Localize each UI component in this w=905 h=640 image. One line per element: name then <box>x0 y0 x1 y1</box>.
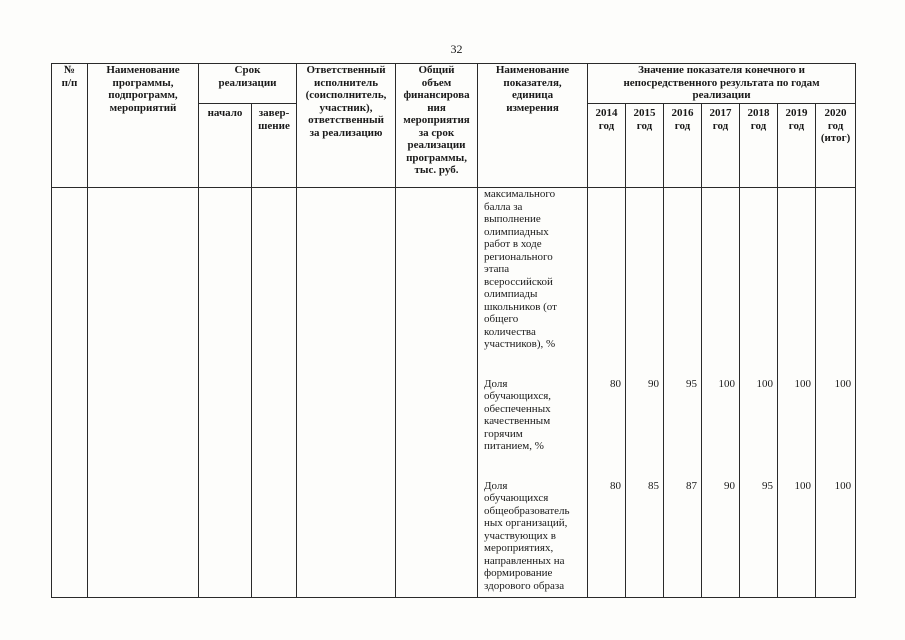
cell-value <box>816 188 856 378</box>
cell-value: 100 <box>816 480 856 598</box>
header-period-end: завер- шение <box>252 104 297 188</box>
cell-funding <box>396 378 478 480</box>
table-row <box>52 378 856 480</box>
cell-value <box>702 188 740 378</box>
cell-executor <box>297 188 396 378</box>
cell-value: 90 <box>702 480 740 598</box>
cell-indicator: максимального балла за выполнение олимпиадных работ в ходе регионального этапа всероссийской олимпиады школьников (от общего количества участников), % <box>478 188 588 378</box>
cell-end <box>252 378 297 480</box>
header-period: Срок реализации <box>199 64 297 104</box>
header-year-2017: 2017 год <box>702 104 740 188</box>
cell-program <box>88 188 199 378</box>
cell-value <box>626 188 664 378</box>
cell-value: 80 <box>588 480 626 598</box>
cell-value: 100 <box>778 480 816 598</box>
cell-start <box>199 480 252 598</box>
table-row <box>52 480 856 598</box>
cell-value <box>664 188 702 378</box>
cell-end <box>252 480 297 598</box>
program-indicators-table <box>51 63 856 598</box>
cell-start <box>199 188 252 378</box>
header-year-2016: 2016 год <box>664 104 702 188</box>
cell-indicator: Доля обучающихся общеобразователь ных организаций, участвующих в мероприятиях, направленных на формирование здорового образа <box>478 480 588 598</box>
cell-number <box>52 480 88 598</box>
cell-program <box>88 480 199 598</box>
cell-end <box>252 188 297 378</box>
cell-value: 95 <box>664 378 702 480</box>
cell-value: 95 <box>740 480 778 598</box>
page-number: 32 <box>450 42 463 56</box>
header-year-2015: 2015 год <box>626 104 664 188</box>
cell-value: 85 <box>626 480 664 598</box>
header-year-2020: 2020 год (итог) <box>816 104 856 188</box>
cell-program <box>88 378 199 480</box>
header-year-2018: 2018 год <box>740 104 778 188</box>
header-indicator: Наименование показателя, единица измерения <box>478 64 588 188</box>
header-period-start: начало <box>199 104 252 188</box>
cell-value <box>588 188 626 378</box>
header-year-2014: 2014 год <box>588 104 626 188</box>
cell-value: 100 <box>816 378 856 480</box>
header-values-group: Значение показателя конечного и непосредственного результата по годам реализации <box>588 64 856 104</box>
cell-funding <box>396 188 478 378</box>
header-funding: Общий объем финансирова ния мероприятия за срок реализации программы, тыс. руб. <box>396 64 478 188</box>
cell-number <box>52 188 88 378</box>
cell-value: 87 <box>664 480 702 598</box>
cell-value <box>740 188 778 378</box>
table-row <box>52 188 856 378</box>
cell-value <box>778 188 816 378</box>
cell-value: 90 <box>626 378 664 480</box>
header-year-2019: 2019 год <box>778 104 816 188</box>
cell-value: 80 <box>588 378 626 480</box>
cell-value: 100 <box>702 378 740 480</box>
cell-funding <box>396 480 478 598</box>
header-number: № п/п <box>52 64 88 188</box>
header-executor: Ответственный исполнитель (соисполнитель, участник), ответственный за реализацию <box>297 64 396 188</box>
cell-number <box>52 378 88 480</box>
cell-start <box>199 378 252 480</box>
cell-executor <box>297 378 396 480</box>
cell-value: 100 <box>778 378 816 480</box>
header-program: Наименование программы, подпрограмм, мероприятий <box>88 64 199 188</box>
cell-indicator: Доля обучающихся, обеспеченных качественным горячим питанием, % <box>478 378 588 480</box>
cell-executor <box>297 480 396 598</box>
cell-value: 100 <box>740 378 778 480</box>
